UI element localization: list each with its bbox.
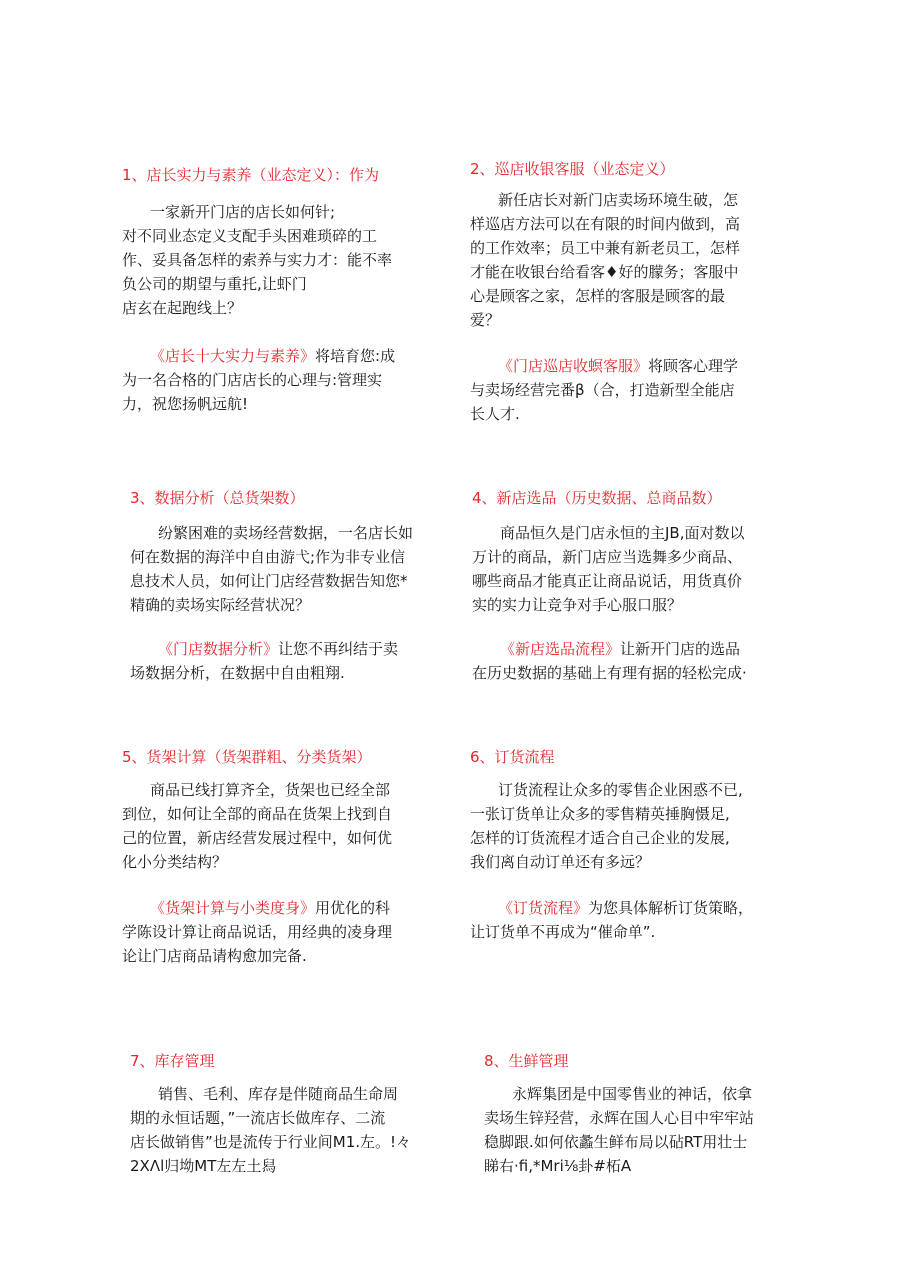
section-2-course [470, 354, 738, 426]
section-7-intro [130, 1082, 411, 1178]
intro-line: 店长做销售”也是流传于行业间M1.左。!々 [130, 1133, 412, 1151]
course-desc: 将顾客心理学 [648, 357, 739, 375]
intro-line: 纷繁困难的卖场经营数据，一名店长如 [158, 524, 414, 542]
course-title: 《店长十大实力与素养》 [150, 347, 316, 365]
intro-line: 负公司的期望与重托,让虾门 [122, 275, 307, 293]
section-6-intro [470, 778, 743, 874]
section-2-intro [470, 188, 740, 332]
course-line: 在历史数据的基础上有理有据的轻松完成· [472, 664, 747, 682]
course-title: 《新店选品流程》 [500, 640, 621, 658]
course-desc: 让您不再纠结于卖 [278, 640, 399, 658]
intro-line: 2XΛl归坳MT左左土舄 [130, 1157, 277, 1175]
intro-line: 一张订货单让众多的零售精英捶胸慑足, [470, 805, 730, 823]
intro-line: 店玄在起跑线上？ [122, 299, 243, 317]
course-title: 《货架计算与小类度身》 [150, 899, 316, 917]
course-line [472, 637, 747, 661]
course-line [130, 637, 398, 661]
intro-line: 爱？ [470, 311, 501, 329]
course-line: 场数据分析，在数据中自由粗翔. [130, 664, 345, 682]
section-3-title: 3、数据分析（总货架数） [130, 489, 305, 507]
section-4-title: 4、新店选品（历史数据、总商品数） [472, 489, 722, 507]
section-6-title: 6、订货流程 [470, 748, 555, 766]
intro-line: 对不同业态定义支配手头困难琐碎的工 [122, 227, 378, 245]
course-line: 论让门店商品请构愈加完备. [122, 947, 307, 965]
course-line: 让订货单不再成为“催命单”. [470, 923, 656, 941]
intro-line: 作、妥具备怎样的索养与实力才：能不率 [122, 251, 393, 269]
section-1-intro [122, 200, 392, 320]
intro-line: 万计的商品，新门店应当选舞多少商品、 [472, 548, 743, 566]
section-2-title: 2、巡店收银客服（业态定义） [470, 160, 675, 178]
intro-line: 稳脚跟.如何依蠡生鲜布局以砧RT用壮士 [484, 1133, 748, 1151]
intro-line: 化小分类结构？ [122, 853, 228, 871]
intro-line: 实的实力让竞争对手心服口服？ [472, 596, 683, 614]
intro-line: 何在数据的海洋中自由游弋;作为非专业信 [130, 548, 406, 566]
intro-line: 精确的卖场实际经营状况？ [130, 596, 311, 614]
section-5-title: 5、货架计算（货架群粗、分类货架） [122, 748, 372, 766]
intro-line: 卖场生锌羟营，永辉在国人心目中牢牢站 [484, 1109, 755, 1127]
intro-line: 睇右·fi,*Mri⅛卦#柘A [484, 1157, 632, 1175]
section-4-course [472, 637, 747, 685]
intro-line: 商品已线打算齐全，货架也已经全部 [150, 781, 391, 799]
intro-line: 新任店长对新门店卖场环境生破，怎 [498, 191, 739, 209]
course-title: 《门店数据分析》 [158, 640, 279, 658]
intro-line: 我们离自动订单还有多远？ [470, 853, 651, 871]
intro-line: 销售、毛利、库存是伴随商品生命周 [158, 1085, 399, 1103]
course-line: 学陈设计算让商品说话，用经典的凌身理 [122, 923, 393, 941]
section-8-intro [484, 1082, 754, 1178]
intro-line: 样巡店方法可以在有限的时间内做到，高 [470, 215, 741, 233]
course-line [122, 896, 392, 920]
section-1-title: 1、店长实力与素养（业态定义）：作为 [122, 166, 380, 184]
intro-line: 心是顾客之家，怎样的客服是顾客的最 [470, 287, 726, 305]
section-3-course [130, 637, 398, 685]
section-7-title: 7、库存管理 [130, 1052, 215, 1070]
intro-line: 永辉集团是中国零售业的神话，依拿 [512, 1085, 753, 1103]
section-8-title: 8、生鲜管理 [484, 1052, 569, 1070]
intro-line: 商品恒久是门店永恒的主JB,面对数以 [500, 524, 745, 542]
intro-line: 期的永恒话题，”一流店长做库存、二流 [130, 1109, 386, 1127]
section-3-intro [130, 521, 413, 617]
intro-line: 己的位置，新店经营发展过程中，如何优 [122, 829, 393, 847]
section-4-intro [472, 521, 744, 617]
course-title: 《订货流程》 [498, 899, 589, 917]
intro-line: 订货流程让众多的零售企业困惑不已, [498, 781, 743, 799]
intro-line: 的工作效率；员工中兼有新老员工，怎样 [470, 239, 741, 257]
course-line [122, 344, 395, 368]
section-5-intro [122, 778, 392, 874]
section-1-course [122, 344, 395, 416]
course-desc: 将培育您:成 [315, 347, 396, 365]
course-line [470, 896, 753, 920]
intro-line: 到位，如何让全部的商品在货架上找到自 [122, 805, 393, 823]
course-line: 力，祝您扬帆远航! [122, 395, 249, 413]
section-5-course [122, 896, 392, 968]
course-line: 为一名合格的门店店长的心理与:管理实 [122, 371, 383, 389]
intro-line: 怎样的订货流程才适合自己企业的发展, [470, 829, 730, 847]
course-desc: 为您具体解析订货策略， [588, 899, 754, 917]
intro-line: 一家新开门店的店长如何针; [150, 203, 336, 221]
course-desc: 让新开门店的选品 [620, 640, 741, 658]
intro-line: 息技术人员，如何让门店经营数据告知您* [130, 572, 408, 590]
section-6-course [470, 896, 753, 944]
course-line: 与卖场经营完番β（合，打造新型全能店 [470, 381, 735, 399]
course-line: 长人才. [470, 405, 520, 423]
intro-line: 哪些商品才能真正让商品说话，用货真价 [472, 572, 743, 590]
course-title: 《门店巡店收螟客服》 [498, 357, 649, 375]
intro-line: 才能在收银台给看客♦好的朦务；客服中 [470, 263, 739, 281]
course-desc: 用优化的科 [315, 899, 391, 917]
course-line [470, 354, 738, 378]
